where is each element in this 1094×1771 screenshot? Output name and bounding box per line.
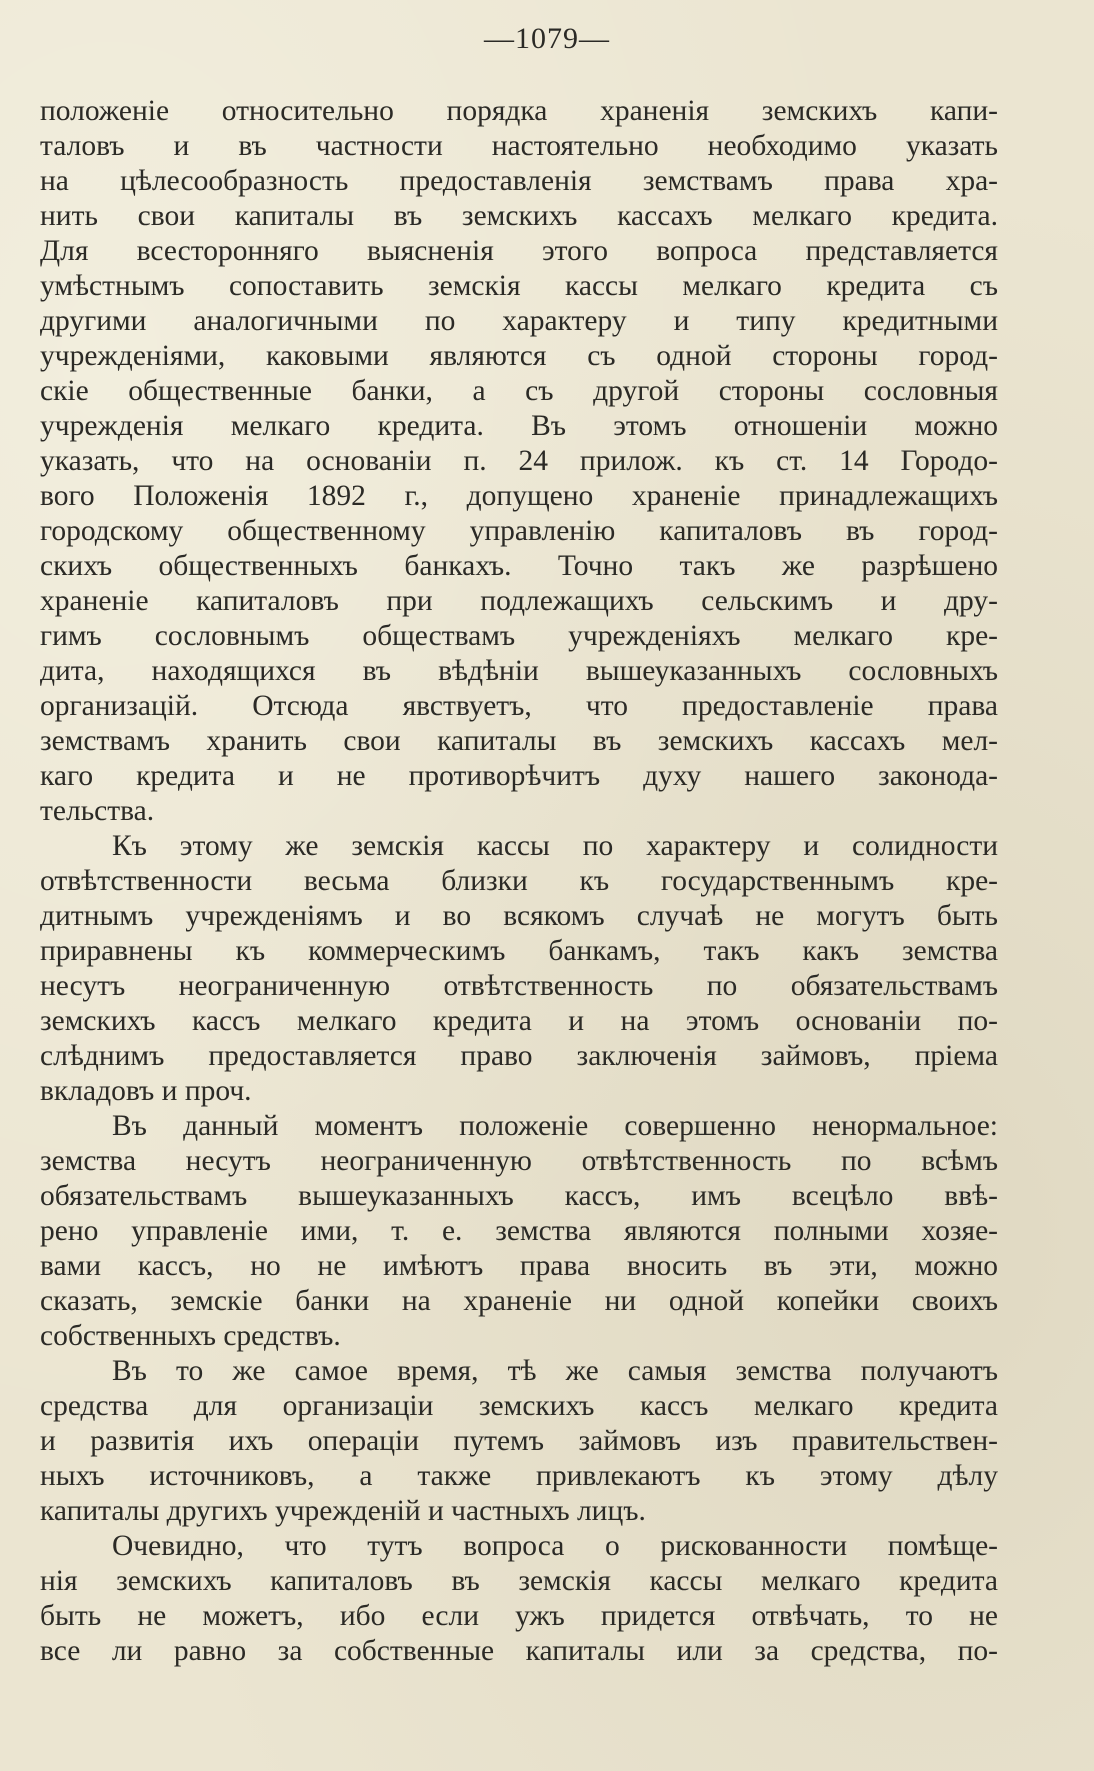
text-line: вого Положенія 1892 г., допущено храненіе принадлежащихъ <box>40 480 998 512</box>
text-line: сказать, земскіе банки на храненіе ни одной копейки своихъ <box>40 1285 998 1317</box>
text-line: нить свои капиталы въ земскихъ кассахъ мелкаго кредита. <box>40 200 998 232</box>
body-text <box>40 94 998 1669</box>
text-line: дита, находящихся въ вѣдѣніи вышеуказанныхъ сословныхъ <box>40 655 998 687</box>
text-line: каго кредита и не противорѣчитъ духу нашего законода- <box>40 760 998 792</box>
text-line: скихъ общественныхъ банкахъ. Точно такъ же разрѣшено <box>40 550 998 582</box>
text-line: дитнымъ учрежденіямъ и во всякомъ случаѣ не могутъ быть <box>40 900 998 932</box>
text-line: нія земскихъ капиталовъ въ земскія кассы мелкаго кредита <box>40 1565 998 1597</box>
text-line: капиталы другихъ учрежденій и частныхъ лицъ. <box>40 1495 646 1527</box>
text-line: учрежденія мелкаго кредита. Въ этомъ отношеніи можно <box>40 410 998 442</box>
text-line: обязательствамъ вышеуказанныхъ кассъ, имъ всецѣло ввѣ- <box>40 1180 998 1212</box>
text-line: средства для организаціи земскихъ кассъ мелкаго кредита <box>40 1390 998 1422</box>
text-line: ныхъ источниковъ, а также привлекаютъ къ этому дѣлу <box>40 1460 998 1492</box>
text-line: умѣстнымъ сопоставить земскія кассы мелкаго кредита съ <box>40 270 998 302</box>
text-line: и развитія ихъ операціи путемъ займовъ изъ правительствен- <box>40 1425 998 1457</box>
text-line: Въ данный моментъ положеніе совершенно ненормальное: <box>112 1110 998 1142</box>
text-line: быть не можетъ, ибо если ужъ придется отвѣчать, то не <box>40 1600 998 1632</box>
text-line: другими аналогичными по характеру и типу кредитными <box>40 305 998 337</box>
text-line: таловъ и въ частности настоятельно необходимо указать <box>40 130 998 162</box>
text-line: вкладовъ и проч. <box>40 1075 252 1107</box>
text-line: приравнены къ коммерческимъ банкамъ, такъ какъ земства <box>40 935 998 967</box>
text-line: земствамъ хранить свои капиталы въ земскихъ кассахъ мел- <box>40 725 998 757</box>
text-line: слѣднимъ предоставляется право заключенія займовъ, пріема <box>40 1040 998 1072</box>
text-line: несутъ неограниченную отвѣтственность по обязательствамъ <box>40 970 998 1002</box>
text-line: указать, что на основаніи п. 24 прилож. къ ст. 14 Городо- <box>40 445 998 477</box>
text-line: Въ то же самое время, тѣ же самыя земства получаютъ <box>112 1355 998 1387</box>
text-line: земскихъ кассъ мелкаго кредита и на этомъ основаніи по- <box>40 1005 998 1037</box>
text-line: Къ этому же земскія кассы по характеру и солидности <box>112 830 998 862</box>
text-line: Для всесторонняго выясненія этого вопроса представляется <box>40 235 998 267</box>
text-line: организацій. Отсюда явствуетъ, что предоставленіе права <box>40 690 998 722</box>
text-line: на цѣлесообразность предоставленія земствамъ права хра- <box>40 165 998 197</box>
text-line: учрежденіями, каковыми являются съ одной стороны город- <box>40 340 998 372</box>
text-line: скіе общественные банки, а съ другой стороны сословныя <box>40 375 998 407</box>
text-line: положеніе относительно порядка храненія земскихъ капи- <box>40 95 998 127</box>
text-line: тельства. <box>40 795 155 827</box>
text-line: собственныхъ средствъ. <box>40 1320 341 1352</box>
text-line: вами кассъ, но не имѣютъ права вносить въ эти, можно <box>40 1250 998 1282</box>
text-line: городскому общественному управленію капиталовъ въ город- <box>40 515 998 547</box>
page-number: —1079— <box>484 22 610 55</box>
text-line: земства несутъ неограниченную отвѣтственность по всѣмъ <box>40 1145 998 1177</box>
text-line: Очевидно, что тутъ вопроса о рискованности помѣще- <box>112 1530 998 1562</box>
text-line: храненіе капиталовъ при подлежащихъ сельскимъ и дру- <box>40 585 998 617</box>
text-line: рено управленіе ими, т. е. земства являются полными хозяе- <box>40 1215 998 1247</box>
text-line: гимъ сословнымъ обществамъ учрежденіяхъ мелкаго кре- <box>40 620 998 652</box>
text-line: все ли равно за собственные капиталы или за средства, по- <box>40 1635 998 1667</box>
text-line: отвѣтственности весьма близки къ государственнымъ кре- <box>40 865 998 897</box>
